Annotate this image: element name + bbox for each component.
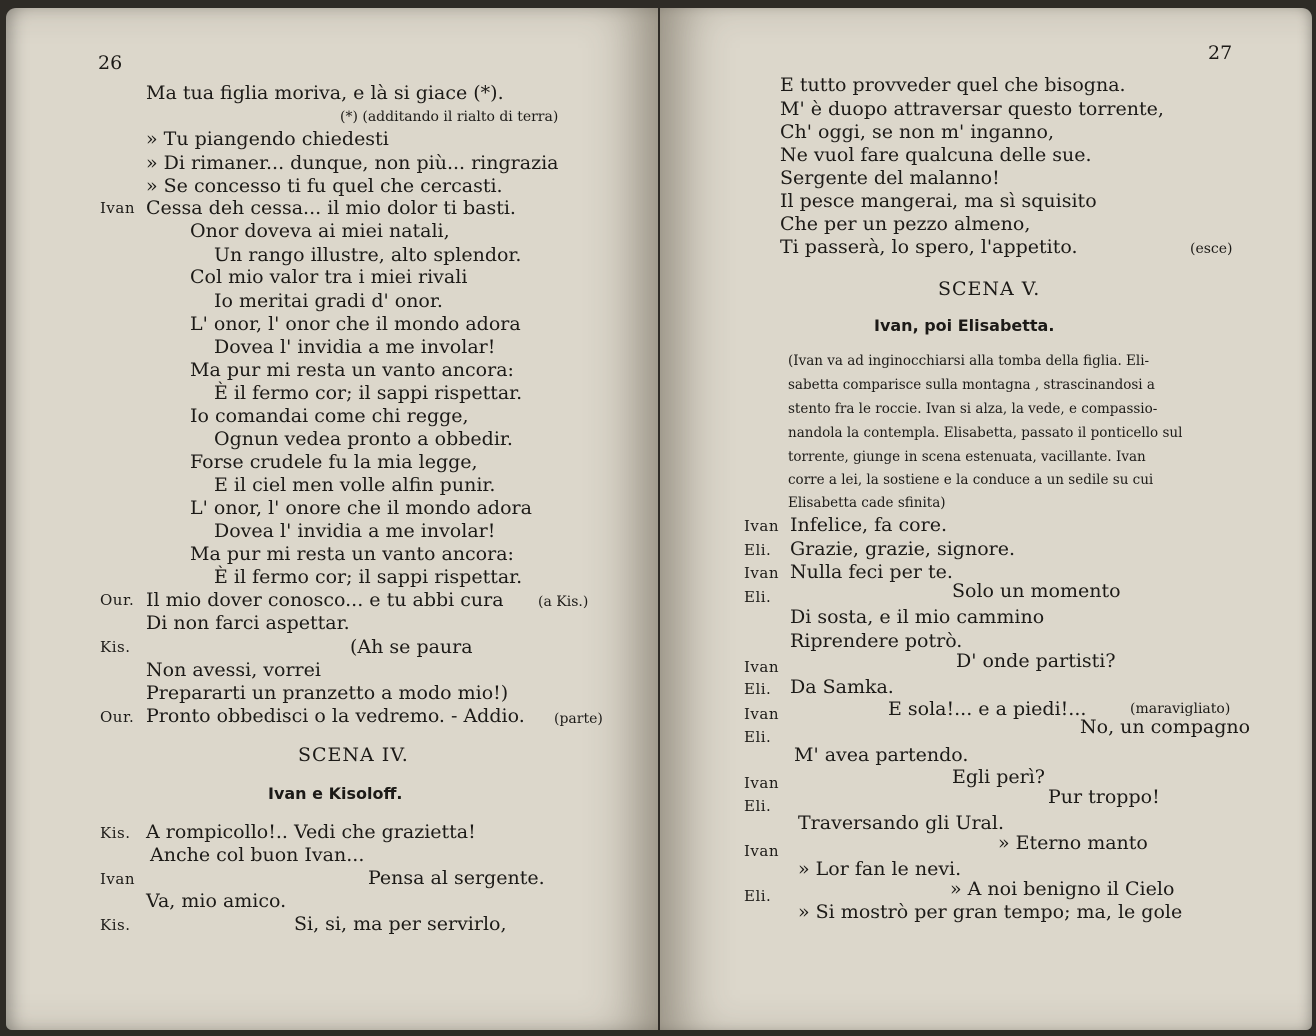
speaker-label: Eli. [744, 680, 772, 698]
verse-line: Forse crudele fu la mia legge, [190, 451, 478, 473]
verse-line: Di sosta, e il mio cammino [790, 606, 1045, 628]
verse-line: L' onor, l' onore che il mondo adora [190, 497, 532, 519]
verse-line: Da Samka. [790, 676, 894, 698]
left-page [6, 8, 658, 1030]
speaker-label: Eli. [744, 728, 772, 746]
verse-line: » Si mostrò per gran tempo; ma, le gole [798, 901, 1183, 923]
verse-line: Solo un momento [952, 580, 1121, 602]
stage-direction: (a Kis.) [538, 594, 589, 610]
verse-line: » Eterno manto [998, 832, 1148, 854]
verse-line: Si, si, ma per servirlo, [294, 913, 507, 935]
stage-direction: sabetta comparisce sulla montagna , strascinandosi a [788, 377, 1155, 393]
verse-line: Pur troppo! [1048, 786, 1160, 808]
speaker-label: Ivan [744, 774, 780, 792]
page-number-left: 26 [98, 52, 123, 74]
verse-line: Va, mio amico. [146, 890, 287, 912]
scene-heading: SCENA IV. [298, 744, 409, 766]
verse-line: Sergente del malanno! [780, 167, 1000, 189]
verse-line: Ch' oggi, se non m' inganno, [780, 121, 1054, 143]
verse-line: » Se concesso ti fu quel che cercasti. [146, 175, 503, 197]
verse-line: » Di rimaner... dunque, non più... ringrazia [146, 152, 559, 174]
verse-line: Egli perì? [952, 766, 1045, 788]
verse-line: Grazie, grazie, signore. [790, 538, 1016, 560]
speaker-label: Ivan [744, 517, 780, 535]
verse-line: Il mio dover conosco... e tu abbi cura [146, 589, 504, 611]
verse-line: » Tu piangendo chiedesti [146, 128, 389, 150]
verse-line: Non avessi, vorrei [146, 659, 321, 681]
speaker-label: Our. [100, 591, 135, 609]
verse-line: Ti passerà, lo spero, l'appetito. [780, 236, 1078, 258]
stage-direction: stento fra le roccie. Ivan si alza, la vede, e compassio- [788, 401, 1158, 417]
stage-direction: (parte) [554, 711, 603, 727]
scene-heading: SCENA V. [938, 278, 1041, 300]
verse-line: Riprendere potrò. [790, 630, 963, 652]
speaker-label: Eli. [744, 797, 772, 815]
verse-line: D' onde partisti? [956, 650, 1116, 672]
verse-line: Dovea l' invidia a me involar! [214, 336, 496, 358]
verse-line: L' onor, l' onor che il mondo adora [190, 313, 521, 335]
verse-line: Ma pur mi resta un vanto ancora: [190, 543, 514, 565]
speaker-label: Eli. [744, 588, 772, 606]
stage-direction: torrente, giunge in scena estenuata, vacillante. Ivan [788, 449, 1146, 465]
speaker-label: Kis. [100, 824, 131, 842]
verse-line: No, un compagno [1080, 716, 1251, 738]
scene-cast: Ivan e Kisoloff. [268, 784, 403, 803]
verse-line: Col mio valor tra i miei rivali [190, 266, 468, 288]
stage-direction: Elisabetta cade sfinita) [788, 495, 946, 511]
verse-line: E il ciel men volle alfin punir. [214, 474, 496, 496]
stage-direction: (Ivan va ad inginocchiarsi alla tomba della figlia. Eli- [788, 353, 1150, 369]
verse-line: M' avea partendo. [794, 744, 969, 766]
verse-line: Pensa al sergente. [368, 867, 545, 889]
verse-line: E sola!... e a piedi!... [888, 698, 1087, 720]
right-page [660, 8, 1312, 1030]
speaker-label: Ivan [100, 870, 136, 888]
speaker-label: Ivan [744, 705, 780, 723]
speaker-label: Ivan [744, 564, 780, 582]
verse-line: Pronto obbedisci o la vedremo. - Addio. [146, 705, 525, 727]
verse-line: Che per un pezzo almeno, [780, 213, 1031, 235]
verse-line: Prepararti un pranzetto a modo mio!) [146, 682, 509, 704]
speaker-label: Kis. [100, 916, 131, 934]
verse-line: È il fermo cor; il sappi rispettar. [214, 566, 523, 588]
verse-line: Di non farci aspettar. [146, 612, 350, 634]
verse-line: Cessa deh cessa... il mio dolor ti basti. [146, 197, 516, 219]
verse-line: Infelice, fa core. [790, 514, 947, 536]
verse-line: A rompicollo!.. Vedi che grazietta! [146, 821, 476, 843]
stage-direction: (maravigliato) [1130, 701, 1231, 717]
verse-line: Nulla feci per te. [790, 561, 953, 583]
footnote: (*) (additando il rialto di terra) [340, 109, 559, 125]
speaker-label: Eli. [744, 541, 772, 559]
verse-line: Ognun vedea pronto a obbedir. [214, 428, 513, 450]
speaker-label: Eli. [744, 887, 772, 905]
speaker-label: Kis. [100, 638, 131, 656]
verse-line: M' è duopo attraversar questo torrente, [780, 98, 1164, 120]
page-number-right: 27 [1208, 42, 1233, 64]
verse-line: Ma pur mi resta un vanto ancora: [190, 359, 514, 381]
verse-line: » Lor fan le nevi. [798, 858, 962, 880]
speaker-label: Ivan [744, 842, 780, 860]
speaker-label: Ivan [744, 658, 780, 676]
verse-line: Traversando gli Ural. [798, 812, 1004, 834]
stage-direction: nandola la contempla. Elisabetta, passato il ponticello sul [788, 425, 1183, 441]
stage-direction: (esce) [1190, 241, 1233, 257]
verse-line: Io meritai gradi d' onor. [214, 290, 443, 312]
speaker-label: Ivan [100, 199, 136, 217]
verse-line: E tutto provveder quel che bisogna. [780, 74, 1126, 96]
verse-line: È il fermo cor; il sappi rispettar. [214, 382, 523, 404]
verse-line: (Ah se paura [350, 636, 473, 658]
verse-line: Ne vuol fare qualcuna delle sue. [780, 144, 1092, 166]
verse-line: Il pesce mangerai, ma sì squisito [780, 190, 1097, 212]
verse-line: Io comandai come chi regge, [190, 405, 469, 427]
speaker-label: Our. [100, 708, 135, 726]
scene-cast: Ivan, poi Elisabetta. [874, 316, 1055, 335]
verse-line: Onor doveva ai miei natali, [190, 220, 450, 242]
verse-line: Dovea l' invidia a me involar! [214, 520, 496, 542]
verse-line: Un rango illustre, alto splendor. [214, 244, 522, 266]
verse-line: » A noi benigno il Cielo [950, 878, 1175, 900]
verse-line: Anche col buon Ivan... [150, 844, 365, 866]
verse-line: Ma tua figlia moriva, e là si giace (*). [146, 82, 504, 104]
stage-direction: corre a lei, la sostiene e la conduce a un sedile su cui [788, 472, 1154, 488]
